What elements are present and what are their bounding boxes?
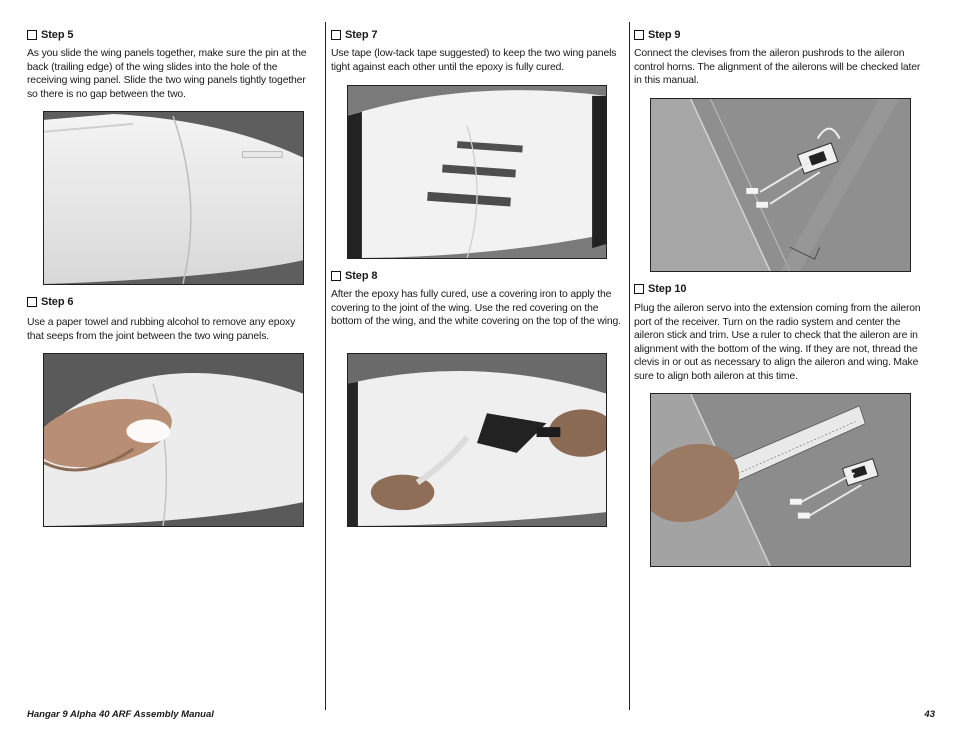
step-8-title: Step 8: [345, 270, 378, 282]
step-6-heading: [27, 296, 73, 308]
step-5-heading: [27, 29, 73, 41]
step-10-photo: [650, 393, 911, 567]
footer-page-number: 43: [924, 709, 935, 720]
step-9-heading: [634, 29, 680, 41]
footer-manual-title: Hangar 9 Alpha 40 ARF Assembly Manual: [27, 709, 214, 720]
step-10-title: Step 10: [648, 283, 687, 295]
step-7-photo: [347, 85, 607, 259]
step-7-heading: [331, 29, 377, 41]
step-7-text: Use tape (low-tack tape suggested) to keep the two wing panels tight against each other until the epoxy is fully cured.: [331, 48, 617, 73]
step-6-text: Use a paper towel and rubbing alcohol to remove any epoxy that seeps from the joint between the two wing panels.: [27, 317, 296, 342]
step-9-photo: [650, 98, 911, 272]
column-divider-right: [629, 22, 630, 710]
step-6-title: Step 6: [41, 296, 74, 308]
step-8-text: After the epoxy has fully cured, use a covering iron to apply the covering to the joint of the wing. Use the red covering on the bottom of the wing, and the white covering on the top of the wing.: [331, 289, 621, 327]
step-9-text: Connect the clevises from the aileron pushrods to the aileron control horns. The alignment of the ailerons will be checked later in this manual.: [634, 48, 921, 86]
step-8-checkbox[interactable]: [331, 271, 341, 281]
step-8-heading: [331, 270, 377, 282]
step-6-checkbox[interactable]: [27, 297, 37, 307]
step-10-checkbox[interactable]: [634, 284, 644, 294]
step-7-title: Step 7: [345, 29, 378, 41]
step-9-title: Step 9: [648, 29, 681, 41]
step-7-checkbox[interactable]: [331, 30, 341, 40]
step-5-text: As you slide the wing panels together, make sure the pin at the back (trailing edge) of the wing slides into the hole of the receiving wing panel. Slide the two wing panels tightly together so there is no gap between the two.: [27, 48, 307, 100]
step-6-photo: [43, 353, 304, 527]
step-5-photo: [43, 111, 304, 285]
step-5-checkbox[interactable]: [27, 30, 37, 40]
step-10-text: Plug the aileron servo into the extension coming from the aileron port of the receiver. Turn on the radio system and center the aileron stick and trim. Use a ruler to check that the aileron are in alignment with the bottom of the wing. If they are not, thread the clevis in or out as necessary to align the aileron and wing. Make sure to align both aileron at this time.: [634, 303, 921, 382]
step-8-photo: [347, 353, 607, 527]
step-10-heading: [634, 283, 686, 295]
column-divider-left: [325, 22, 326, 710]
step-9-checkbox[interactable]: [634, 30, 644, 40]
step-5-title: Step 5: [41, 29, 74, 41]
